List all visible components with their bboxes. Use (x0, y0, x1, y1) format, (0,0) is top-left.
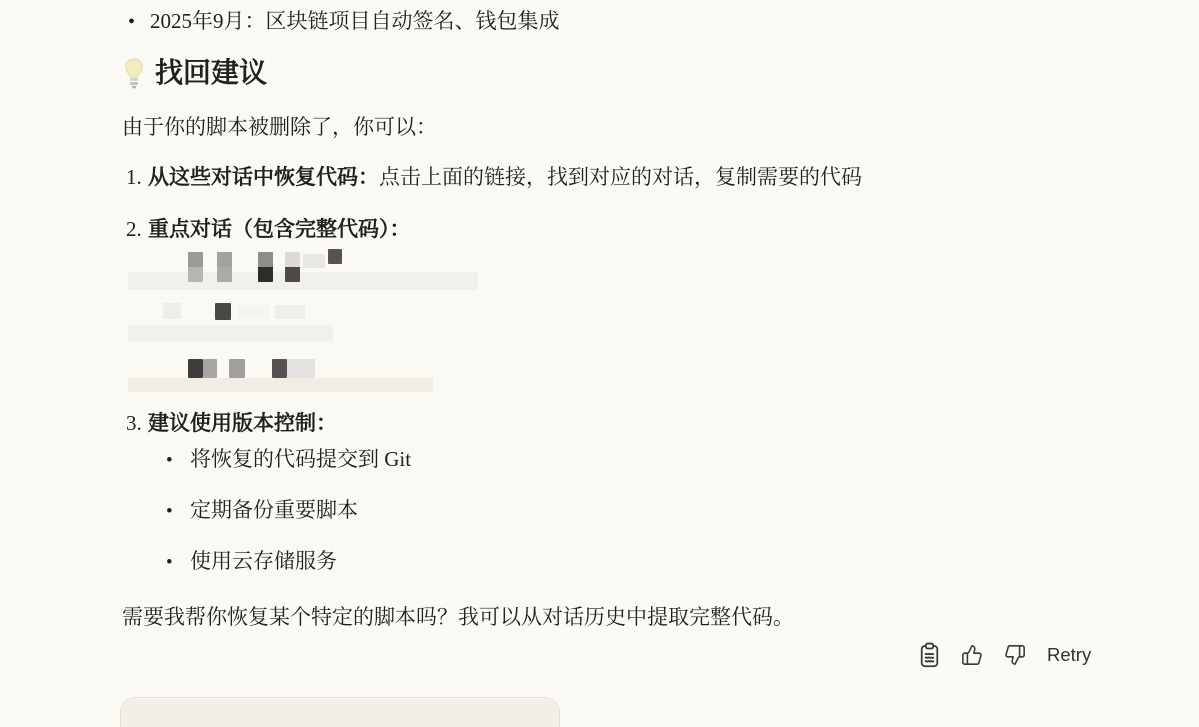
sub-list-item-3 (166, 546, 337, 578)
section-heading (122, 54, 267, 94)
redacted-pixel-block (203, 359, 217, 378)
redacted-pixel-block (215, 303, 231, 320)
item-rest: 点击上面的链接，找到对应的对话，复制需要的代码 (379, 165, 862, 189)
redacted-pixel-block (275, 305, 305, 319)
list-item (128, 6, 560, 37)
list-item-text: 使用云存储服务 (190, 549, 337, 573)
redacted-pixel-block (258, 252, 273, 282)
message-action-bar (916, 641, 1091, 669)
item-lead: 重点对话（包含完整代码）： (148, 217, 411, 241)
item-number: 3. (126, 411, 142, 435)
redacted-pixel-block (328, 249, 342, 264)
bullet-dot: • (166, 450, 173, 471)
redacted-pixel-block (287, 359, 315, 378)
item-number: 1. (126, 165, 142, 189)
sub-list-item-1 (166, 444, 411, 476)
redacted-pixel-block (128, 378, 433, 392)
list-item-text: 将恢复的代码提交到 Git (190, 447, 412, 471)
thumbs-down-button[interactable] (1002, 641, 1028, 669)
redacted-pixel-block (128, 325, 333, 341)
retry-button[interactable]: Retry (1047, 641, 1091, 669)
lightbulb-icon (122, 56, 146, 92)
item-lead: 建议使用版本控制： (148, 411, 337, 435)
sub-list-item-2 (166, 495, 358, 527)
numbered-item-2 (126, 214, 411, 244)
bullet-dot: • (166, 501, 173, 522)
thumbs-up-button[interactable] (959, 641, 985, 669)
intro-paragraph: 由于你的脚本被删除了，你可以： (122, 115, 437, 139)
clipboard-icon (917, 642, 942, 669)
redacted-pixel-block (128, 272, 478, 290)
redacted-pixel-block (285, 252, 300, 282)
redacted-pixel-block (188, 252, 203, 282)
list-item-text: 定期备份重要脚本 (190, 498, 358, 522)
numbered-item-3 (126, 408, 337, 438)
redacted-pixel-block (188, 359, 203, 378)
copy-button[interactable] (916, 641, 942, 669)
redacted-pixel-block (217, 252, 232, 282)
message-input-composer[interactable] (120, 697, 560, 727)
section-title: 找回建议 (155, 58, 268, 89)
numbered-item-1 (126, 162, 862, 192)
item-number: 2. (126, 217, 142, 241)
redacted-content (125, 246, 485, 396)
thumbs-up-icon (961, 644, 983, 666)
list-item-text: 2025年9月：区块链项目自动签名、钱包集成 (150, 9, 560, 33)
item-lead: 从这些对话中恢复代码： (148, 165, 379, 189)
redacted-pixel-block (229, 359, 245, 378)
closing-paragraph: 需要我帮你恢复某个特定的脚本吗？我可以从对话历史中提取完整代码。 (122, 605, 794, 629)
thumbs-down-icon (1004, 644, 1026, 666)
redacted-pixel-block (163, 303, 181, 319)
bullet-dot: • (128, 11, 136, 33)
redacted-pixel-block (237, 305, 269, 319)
redacted-pixel-block (303, 254, 325, 268)
bullet-dot: • (166, 552, 173, 573)
redacted-pixel-block (272, 359, 287, 378)
